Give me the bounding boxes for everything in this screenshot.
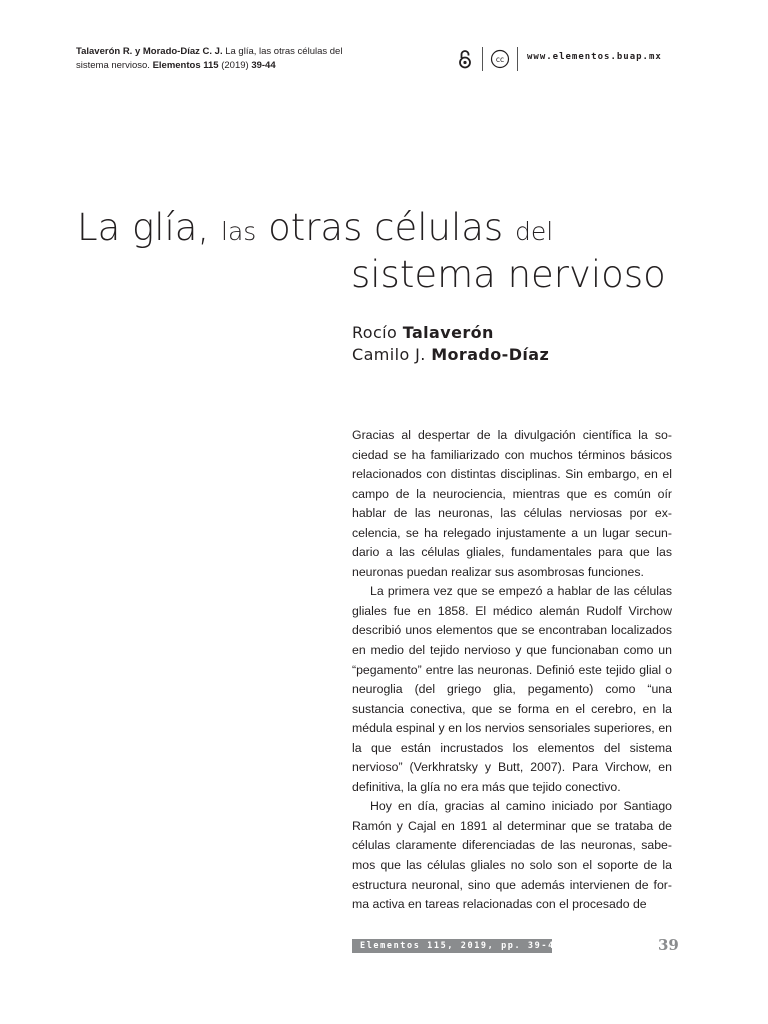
author-surname: Talaverón [402, 323, 494, 342]
author-1 [352, 322, 549, 344]
running-footer: Elementos 115, 2019, pp. 39-44 [352, 939, 552, 953]
title-part-1: La glía, [77, 206, 222, 249]
author-list [352, 322, 549, 366]
citation-title: La glía, las otras células del sistema nervioso. [76, 46, 343, 71]
citation-authors: Talaverón R. y Morado-Díaz C. J. [76, 46, 223, 57]
header-divider [482, 47, 483, 71]
author-2 [352, 344, 549, 366]
website-link[interactable]: www.elementos.buap.mx [527, 52, 662, 62]
open-access-icon[interactable] [454, 47, 476, 71]
header-citation [76, 45, 376, 73]
citation-pages: 39-44 [251, 60, 276, 71]
title-part-4: del [514, 217, 554, 246]
paragraph-1: Gracias al despertar de la divulgación científica la sociedad se ha familiarizado con muchos términos básicos relacionados con distintas disciplinas. Sin embargo, en el campo de la neurociencia, mientras que es común oír hablar de las neuronas, las células nerviosas por excelencia, se ha relegado injustamente a un lugar secundario a las células gliales, fundamentales para que las neuronas puedan realizar sus asombrosas funciones. [352, 428, 672, 579]
title-part-3: otras células [256, 206, 515, 249]
author-surname: Morado-Díaz [431, 345, 550, 364]
license-icons [454, 46, 524, 72]
title-part-2: las [221, 217, 257, 246]
citation-year: (2019) [218, 60, 252, 71]
article-body [352, 426, 672, 915]
citation-journal: Elementos 115 [152, 60, 219, 71]
author-given-name: Rocío [352, 323, 403, 342]
cc-label: cc [495, 55, 505, 64]
title-line-2: sistema nervioso [351, 253, 666, 296]
paragraph-3: Hoy en día, gracias al camino iniciado por Santiago Ramón y Cajal en 1891 al determinar que se trataba de células claramente diferenciadas de las neuronas, sabemos que las células gliales no solo son el soporte de la estructura neuronal, sino que además intervienen de forma activa en tareas relacionadas con el procesado de [352, 799, 672, 912]
author-given-name: Camilo J. [352, 345, 432, 364]
header-divider [517, 47, 518, 71]
page-number: 39 [658, 936, 679, 954]
article-title [77, 205, 697, 295]
paragraph-2: La primera vez que se empezó a hablar de las células gliales fue en 1858. El médico alemán Rudolf Virchow describió unos elementos que se encontraban localizados en medio del tejido nervioso y que funcionaban como un “pegamento” entre las neuronas. Definió este tejido glial o neuroglia (del griego glia, pegamento) como “una sustancia conectiva, que se forma en el cerebro, en la médula espinal y en los nervios sensoriales superiores, en la que están incrustados los elementos del sistema nervioso” (Verkhratsky y Butt, 2007). Para Virchow, en definitiva, la glía no era más que tejido conectivo. [352, 584, 672, 794]
creative-commons-icon[interactable] [489, 47, 511, 71]
title-line-1 [77, 205, 697, 255]
